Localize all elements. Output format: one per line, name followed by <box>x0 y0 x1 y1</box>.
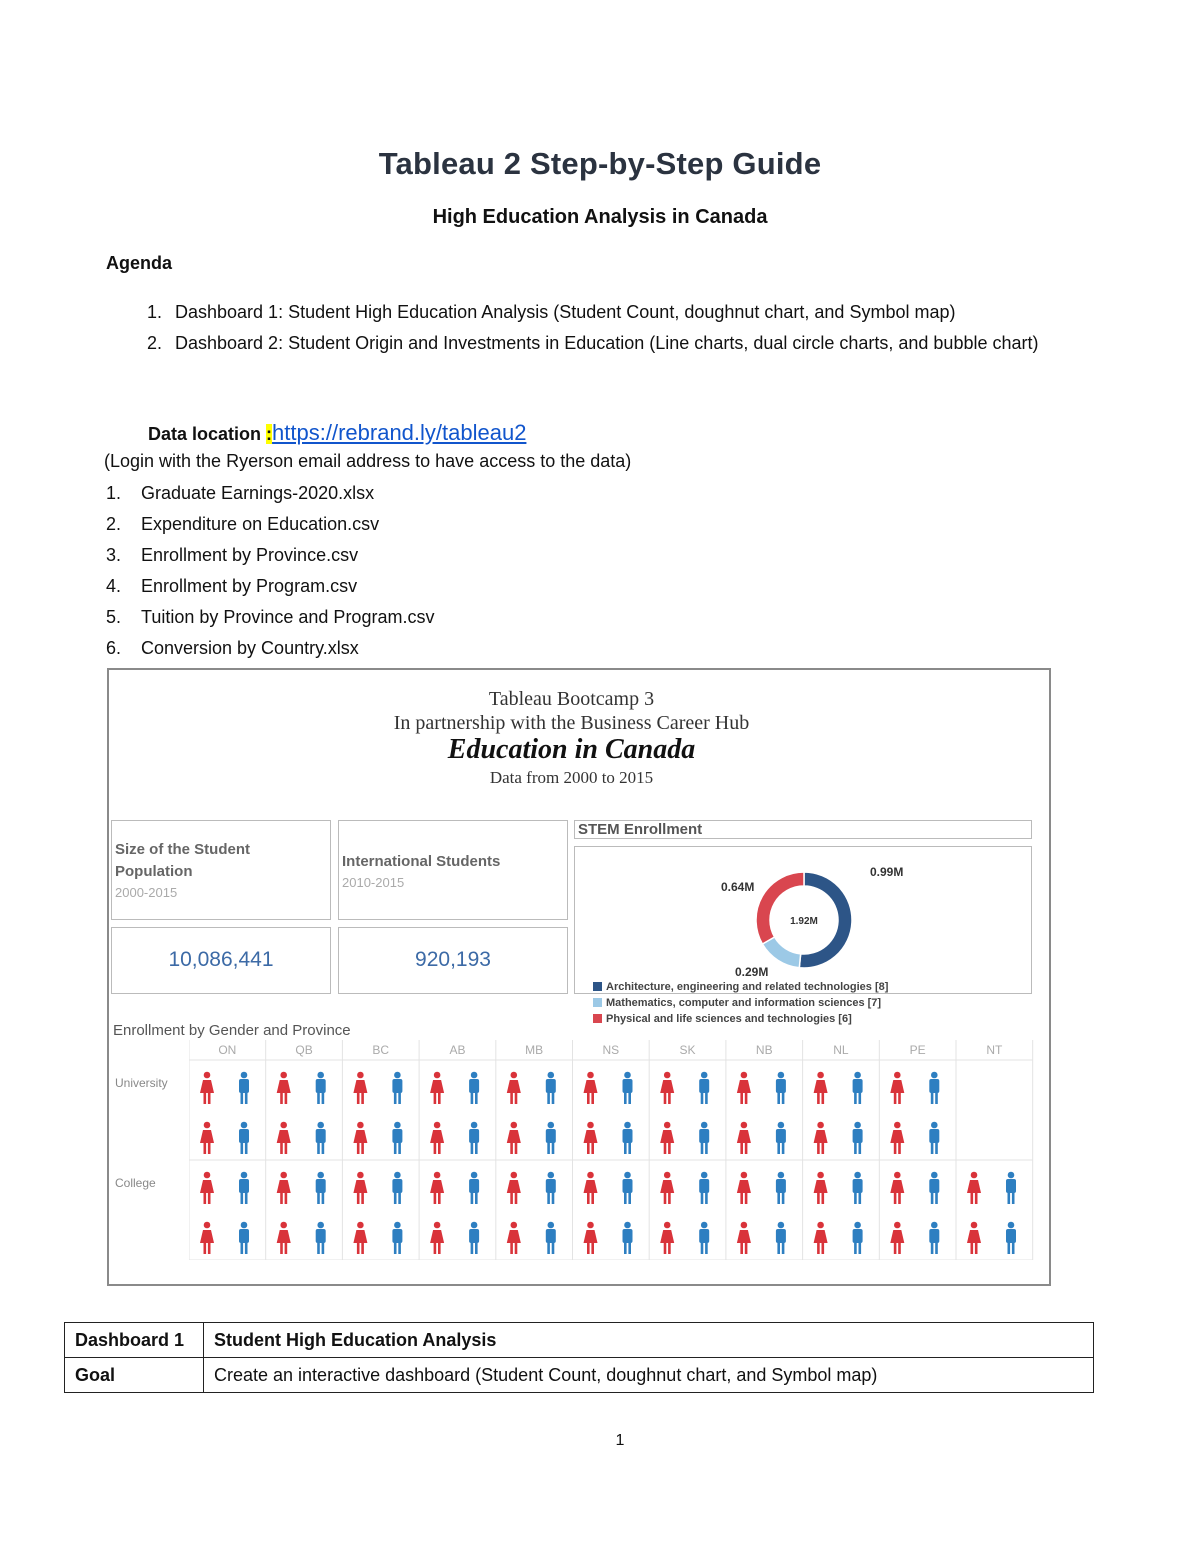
province-label: ON <box>218 1043 237 1057</box>
male-person-icon <box>623 1072 633 1104</box>
female-person-icon <box>353 1072 367 1104</box>
female-person-icon <box>353 1172 367 1204</box>
male-person-icon <box>316 1072 326 1104</box>
female-person-icon <box>584 1072 598 1104</box>
table-cell: Goal <box>65 1358 204 1393</box>
kpi-international-students-header <box>338 820 568 920</box>
document-title: Tableau 2 Step-by-Step Guide <box>378 146 822 181</box>
male-person-icon <box>392 1122 402 1154</box>
kpi-value: 10,086,441 <box>168 948 274 971</box>
male-person-icon <box>239 1222 249 1254</box>
document-subtitle: High Education Analysis in Canada <box>432 206 768 228</box>
female-person-icon <box>890 1122 904 1154</box>
province-label: BC <box>372 1043 390 1057</box>
legend-item-physical <box>593 1013 852 1025</box>
female-person-icon <box>584 1222 598 1254</box>
agenda-item-number: 2. <box>147 333 163 353</box>
province-label: NB <box>755 1043 773 1057</box>
province-label: QB <box>295 1043 313 1057</box>
female-person-icon <box>814 1072 828 1104</box>
female-person-icon <box>430 1122 444 1154</box>
female-person-icon <box>200 1122 214 1154</box>
female-person-icon <box>737 1172 751 1204</box>
table-cell: Dashboard 1 <box>65 1323 204 1358</box>
data-location-colon: : <box>266 424 273 444</box>
file-list-item <box>106 638 359 659</box>
data-location <box>148 420 526 446</box>
dashboard-title-line2: In partnership with the Business Career Hub <box>393 712 750 734</box>
province-label: NL <box>833 1043 849 1057</box>
female-person-icon <box>737 1072 751 1104</box>
stem-header-box <box>574 820 1032 839</box>
female-person-icon <box>277 1172 291 1204</box>
legend-swatch <box>593 998 602 1007</box>
dashboard-info-table <box>64 1322 1094 1393</box>
female-person-icon <box>507 1122 521 1154</box>
stem-chart-box <box>574 846 1032 994</box>
dashboard-title-main: Education in Canada <box>447 734 696 765</box>
female-person-icon <box>353 1222 367 1254</box>
file-name: Enrollment by Province.csv <box>141 545 359 565</box>
slice-label-physical: 0.64M <box>721 880 755 894</box>
male-person-icon <box>853 1072 863 1104</box>
kpi-international-students-value-box <box>338 927 568 994</box>
male-person-icon <box>776 1122 786 1154</box>
female-person-icon <box>660 1072 674 1104</box>
slice-label-architecture: 0.99M <box>870 865 904 879</box>
female-person-icon <box>890 1072 904 1104</box>
male-person-icon <box>546 1122 556 1154</box>
kpi-label: Size of the Student Population <box>115 841 250 880</box>
female-person-icon <box>584 1122 598 1154</box>
province-label: PE <box>909 1043 926 1057</box>
male-person-icon <box>853 1172 863 1204</box>
table-cell: Student High Education Analysis <box>204 1323 1094 1358</box>
legend-label: Mathematics, computer and information sciences [7] <box>606 997 882 1009</box>
page-number: 1 <box>615 1432 625 1449</box>
male-person-icon <box>546 1072 556 1104</box>
male-person-icon <box>776 1222 786 1254</box>
login-note: (Login with the Ryerson email address to have access to the data) <box>104 451 632 471</box>
dashboard-title-range: Data from 2000 to 2015 <box>489 768 654 787</box>
file-number: 3. <box>106 545 122 565</box>
province-label: AB <box>449 1043 466 1057</box>
male-person-icon <box>929 1222 939 1254</box>
data-location-link[interactable]: https://rebrand.ly/tableau2 <box>272 420 527 445</box>
male-person-icon <box>546 1172 556 1204</box>
female-person-icon <box>737 1122 751 1154</box>
female-person-icon <box>507 1072 521 1104</box>
enrollment-icon-grid <box>189 1040 1039 1260</box>
female-person-icon <box>507 1172 521 1204</box>
file-number: 5. <box>106 607 122 627</box>
kpi-date: 2010-2015 <box>342 875 405 890</box>
female-person-icon <box>430 1222 444 1254</box>
table-row <box>65 1323 1094 1358</box>
agenda-item-text: Dashboard 1: Student High Education Analysis (Student Count, doughnut chart, and Symbol map) <box>175 302 956 322</box>
kpi-student-population-value-box <box>111 927 331 994</box>
province-label: NT <box>986 1043 1003 1057</box>
file-name: Conversion by Country.xlsx <box>141 638 359 658</box>
male-person-icon <box>776 1072 786 1104</box>
female-person-icon <box>277 1072 291 1104</box>
male-person-icon <box>469 1222 479 1254</box>
legend-label: Physical and life sciences and technologies [6] <box>606 1013 852 1025</box>
male-person-icon <box>623 1172 633 1204</box>
male-person-icon <box>699 1222 709 1254</box>
male-person-icon <box>623 1122 633 1154</box>
row-label-college: College <box>115 1176 156 1190</box>
file-list-item <box>106 607 434 628</box>
male-person-icon <box>546 1222 556 1254</box>
male-person-icon <box>929 1122 939 1154</box>
female-person-icon <box>737 1222 751 1254</box>
male-person-icon <box>239 1172 249 1204</box>
male-person-icon <box>929 1072 939 1104</box>
agenda-item-text: Dashboard 2: Student Origin and Investments in Education (Line charts, dual circle charts, and bubble chart) <box>175 333 1039 353</box>
female-person-icon <box>277 1122 291 1154</box>
row-label-university: University <box>115 1076 168 1090</box>
file-number: 1. <box>106 483 122 503</box>
kpi-value: 920,193 <box>415 948 491 971</box>
legend-item-architecture <box>593 981 888 993</box>
file-list-item <box>106 483 374 504</box>
female-person-icon <box>430 1172 444 1204</box>
province-label: NS <box>602 1043 620 1057</box>
male-person-icon <box>392 1222 402 1254</box>
file-number: 2. <box>106 514 122 534</box>
file-list-item <box>106 514 379 535</box>
male-person-icon <box>929 1172 939 1204</box>
male-person-icon <box>623 1222 633 1254</box>
male-person-icon <box>392 1072 402 1104</box>
file-name: Expenditure on Education.csv <box>141 514 380 534</box>
agenda-item-number: 1. <box>147 302 163 322</box>
male-person-icon <box>316 1222 326 1254</box>
dashboard-screenshot <box>107 668 1051 1286</box>
male-person-icon <box>699 1172 709 1204</box>
male-person-icon <box>853 1222 863 1254</box>
donut-slice[interactable] <box>762 937 800 968</box>
male-person-icon <box>1006 1222 1016 1254</box>
male-person-icon <box>316 1172 326 1204</box>
female-person-icon <box>584 1172 598 1204</box>
legend-label: Architecture, engineering and related technologies [8] <box>606 981 889 993</box>
male-person-icon <box>469 1122 479 1154</box>
file-name: Graduate Earnings-2020.xlsx <box>141 483 375 503</box>
file-number: 4. <box>106 576 122 596</box>
dashboard-title-line1: Tableau Bootcamp 3 <box>488 688 655 710</box>
province-label: MB <box>525 1043 544 1057</box>
female-person-icon <box>660 1122 674 1154</box>
female-person-icon <box>200 1072 214 1104</box>
legend-item-mathematics <box>593 997 881 1009</box>
female-person-icon <box>200 1172 214 1204</box>
male-person-icon <box>239 1072 249 1104</box>
female-person-icon <box>430 1072 444 1104</box>
female-person-icon <box>200 1222 214 1254</box>
kpi-date: 2000-2015 <box>115 885 178 900</box>
male-person-icon <box>699 1072 709 1104</box>
male-person-icon <box>1006 1172 1016 1204</box>
donut-center-label: 1.92M <box>790 916 818 927</box>
female-person-icon <box>890 1172 904 1204</box>
female-person-icon <box>967 1172 981 1204</box>
male-person-icon <box>392 1172 402 1204</box>
male-person-icon <box>776 1172 786 1204</box>
female-person-icon <box>814 1122 828 1154</box>
male-person-icon <box>316 1122 326 1154</box>
file-list-item <box>106 576 357 597</box>
kpi-student-population-header <box>111 820 331 920</box>
female-person-icon <box>814 1222 828 1254</box>
female-person-icon <box>277 1222 291 1254</box>
legend-swatch <box>593 1014 602 1023</box>
file-name: Tuition by Province and Program.csv <box>141 607 435 627</box>
slice-label-mathematics: 0.29M <box>735 965 769 979</box>
province-label: SK <box>679 1043 696 1057</box>
female-person-icon <box>660 1222 674 1254</box>
male-person-icon <box>469 1172 479 1204</box>
enrollment-title: Enrollment by Gender and Province <box>113 1022 351 1039</box>
agenda-heading: Agenda <box>106 253 173 273</box>
female-person-icon <box>353 1122 367 1154</box>
file-name: Enrollment by Program.csv <box>141 576 358 596</box>
female-person-icon <box>660 1172 674 1204</box>
female-person-icon <box>890 1222 904 1254</box>
stem-title: STEM Enrollment <box>578 821 703 838</box>
data-location-label: Data location <box>148 424 262 444</box>
female-person-icon <box>507 1222 521 1254</box>
male-person-icon <box>239 1122 249 1154</box>
file-number: 6. <box>106 638 122 658</box>
legend-swatch <box>593 982 602 991</box>
table-row <box>65 1358 1094 1393</box>
kpi-label: International Students <box>342 853 501 870</box>
stem-doughnut-chart <box>575 847 1031 993</box>
male-person-icon <box>469 1072 479 1104</box>
male-person-icon <box>699 1122 709 1154</box>
male-person-icon <box>853 1122 863 1154</box>
table-cell: Create an interactive dashboard (Student Count, doughnut chart, and Symbol map) <box>204 1358 1094 1393</box>
female-person-icon <box>967 1222 981 1254</box>
female-person-icon <box>814 1172 828 1204</box>
file-list-item <box>106 545 358 566</box>
